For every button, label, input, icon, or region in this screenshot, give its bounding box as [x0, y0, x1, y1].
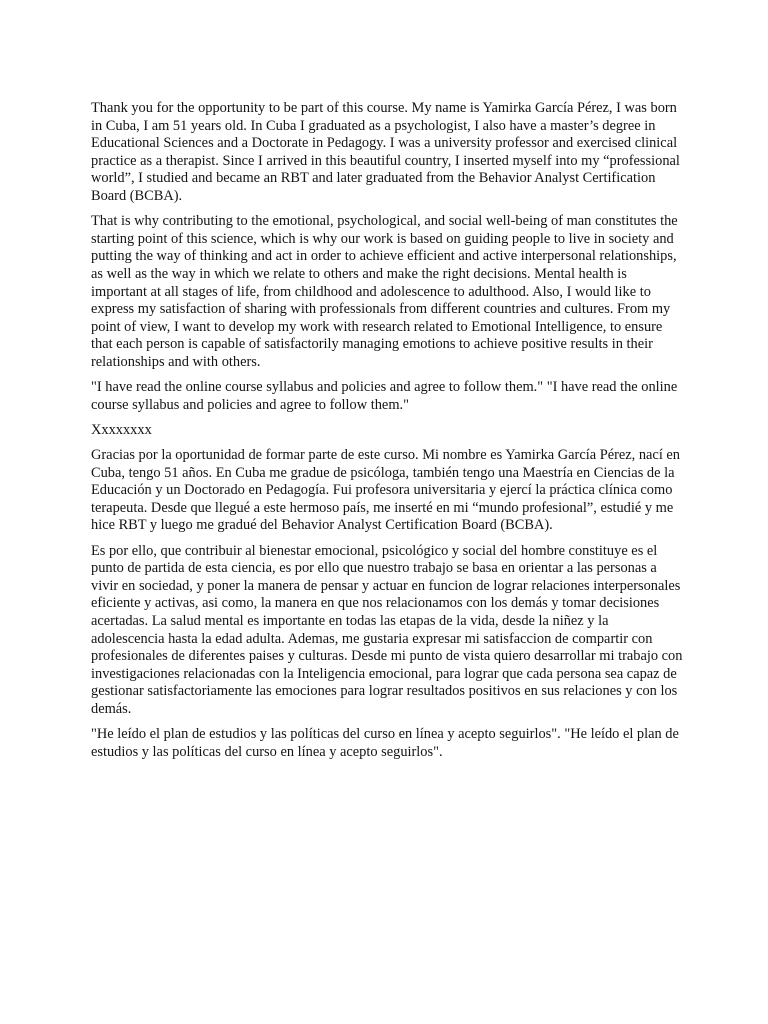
- paragraph-purpose-spanish: Es por ello, que contribuir al bienestar emocional, psicológico y social del hombre constituye es el punto de partida de esta ciencia, es por ello que nuestro trabajo se basa en orientar a las personas a vivir en sociedad, y poner la manera de pensar y actuar en funcion de lograr relaciones interpersonales eficiente y activas, asi como, la manera en que nos relacionamos con los demás y tomar decisiones acertadas. La salud mental es importante en todas las etapas de la vida, desde la niñez y la adolescencia hasta la edad adulta. Ademas, me gustaria expresar mi satisfaccion de compartir con profesionales de diferentes paises y culturas. Desde mi punto de vista quiero desarrollar mi trabajo con investigaciones relacionadas con la Inteligencia emocional, para lograr que cada persona sea capaz de gestionar satisfactoriamente las emociones para lograr resultados positivos en sus relaciones y con los demás.: [91, 542, 683, 717]
- paragraph-intro-spanish: Gracias por la oportunidad de formar parte de este curso. Mi nombre es Yamirka García Pérez, nací en Cuba, tengo 51 años. En Cuba me gradue de psicóloga, también tengo una Maestría en Ciencias de la Educación y un Doctorado en Pedagogía. Fui profesora universitaria y ejercí la práctica clínica como terapeuta. Desde que llegué a este hermoso país, me inserté en mi “mundo profesional”, estudié y me hice RBT y luego me gradué del Behavior Analyst Certification Board (BCBA).: [91, 447, 680, 534]
- paragraph-agreement-spanish: "He leído el plan de estudios y las políticas del curso en línea y acepto seguirlos". "He leído el plan de estudios y las políticas del curso en línea y acepto seguirlos".: [91, 726, 679, 760]
- paragraph-purpose-english: That is why contributing to the emotional, psychological, and social well-being of man constitutes the starting point of this science, which is why our work is based on guiding people to live in society and putting the way of thinking and act in order to achieve efficient and active interpersonal relationships, as well as the way in which we relate to others and make the right decisions. Mental health is important at all stages of life, from childhood and adolescence to adulthood. Also, I would like to express my satisfaction of sharing with professionals from different countries and cultures. From my point of view, I want to develop my work with research related to Emotional Intelligence, to ensure that each person is capable of satisfactorily managing emotions to achieve positive results in their relationships and with others.: [91, 213, 678, 370]
- paragraph-agreement-english: "I have read the online course syllabus and policies and agree to follow them." "I have read the online course syllabus and policies and agree to follow them.": [91, 379, 678, 413]
- document-body: [91, 100, 685, 769]
- paragraph-intro-english: Thank you for the opportunity to be part of this course. My name is Yamirka García Pérez, I was born in Cuba, I am 51 years old. In Cuba I graduated as a psychologist, I also have a master’s degree in Educational Sciences and a Doctorate in Pedagogy. I was a university professor and exercised clinical practice as a therapist. Since I arrived in this beautiful country, I inserted myself into my “professional world”, I studied and became an RBT and later graduated from the Behavior Analyst Certification Board (BCBA).: [91, 100, 680, 204]
- paragraph-separator: Xxxxxxxx: [91, 421, 152, 438]
